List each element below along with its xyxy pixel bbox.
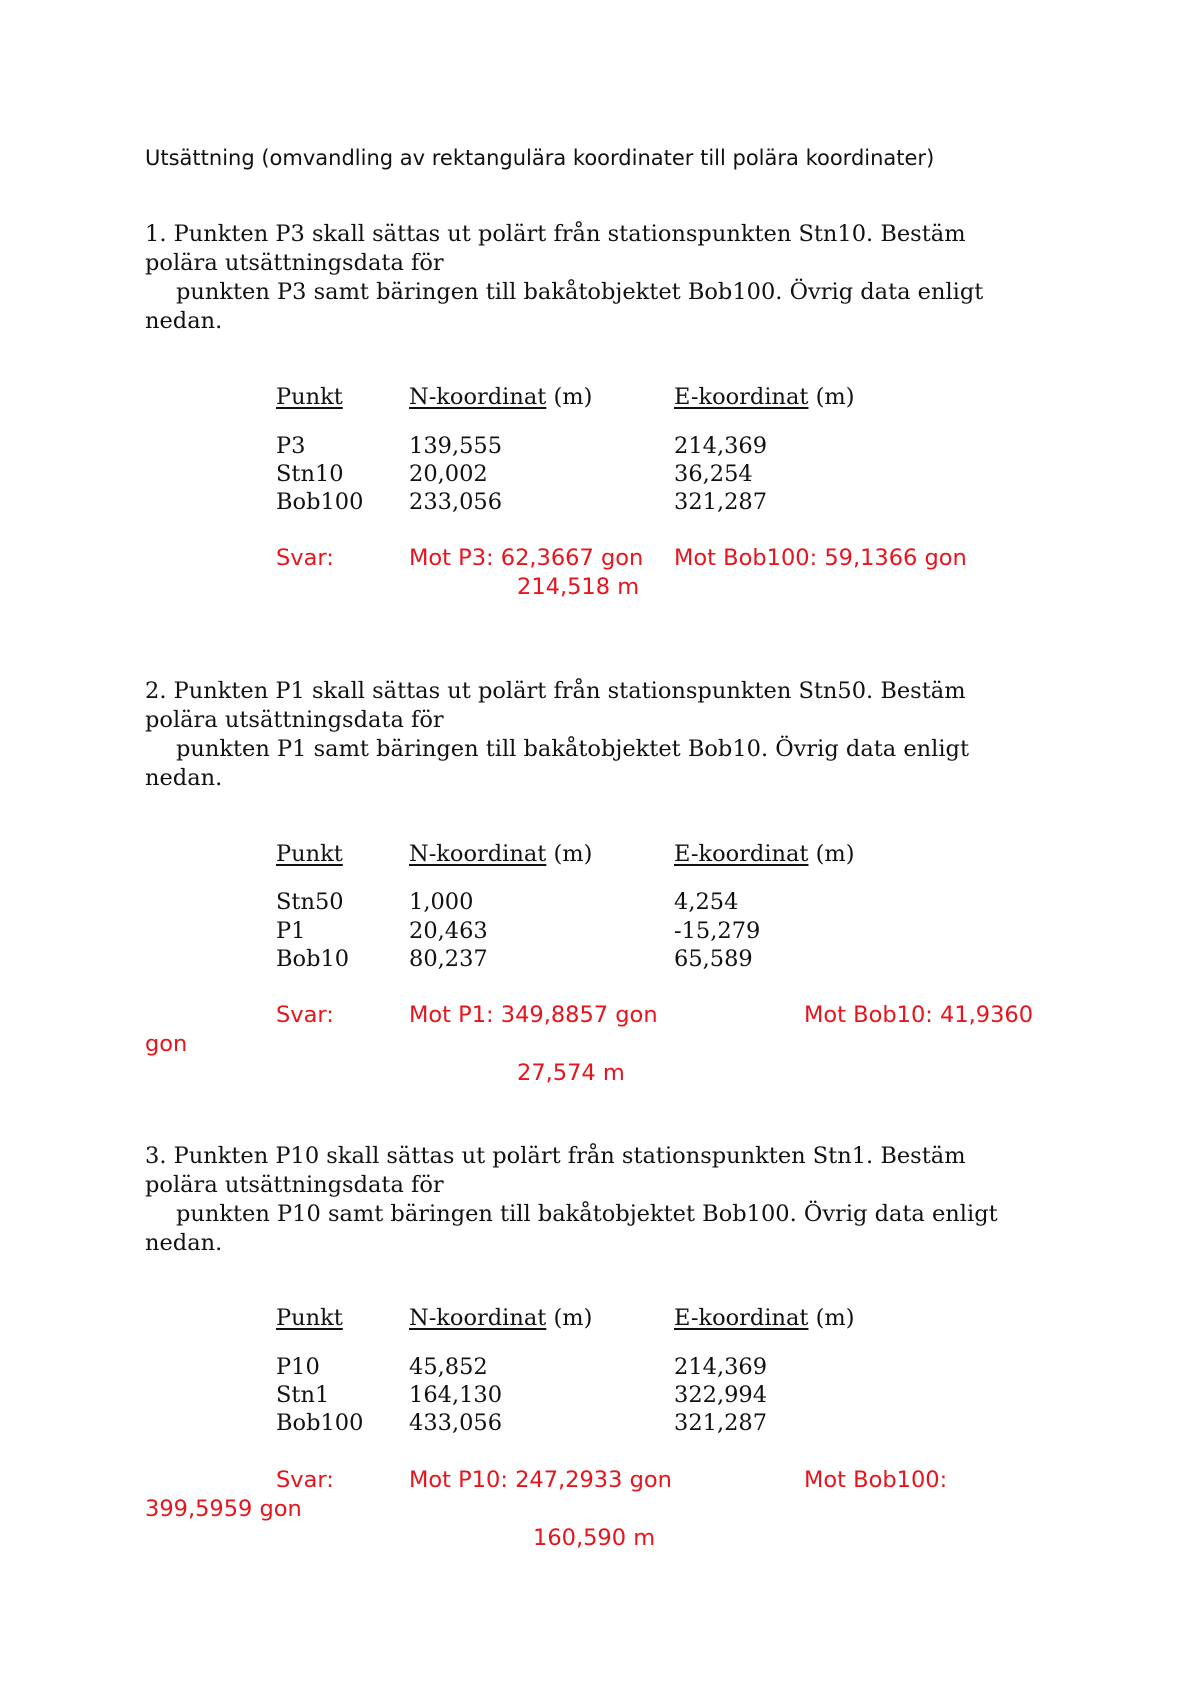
header-unit: (m) (546, 841, 593, 867)
cell-punkt: P1 (276, 918, 306, 944)
header-e-koordinat (674, 1304, 855, 1333)
cell-n: 80,237 (409, 946, 488, 972)
problem-text-line: 3. Punkten P10 skall sättas ut polärt från stationspunkten Stn1. Bestäm (145, 1143, 966, 1169)
cell-e: -15,279 (674, 918, 761, 944)
problem-text-line: polära utsättningsdata för (145, 250, 444, 276)
problem-text-line: 1. Punkten P3 skall sättas ut polärt från stationspunkten Stn10. Bestäm (145, 221, 966, 247)
problem-text-line: polära utsättningsdata för (145, 1172, 444, 1198)
answer-label: Svar: (276, 1002, 334, 1028)
header-e-label: E-koordinat (674, 1305, 809, 1331)
answer-bearing-point: Mot P1: 349,8857 gon (409, 1002, 658, 1028)
cell-e: 36,254 (674, 461, 753, 487)
cell-n: 433,056 (409, 1410, 503, 1436)
header-unit: (m) (808, 384, 855, 410)
answer-distance: 214,518 m (517, 574, 640, 600)
problem-text-line: 2. Punkten P1 skall sättas ut polärt från stationspunkten Stn50. Bestäm (145, 678, 966, 704)
cell-punkt: Stn50 (276, 889, 344, 915)
problem-text-line: punkten P3 samt bäringen till bakåtobjektet Bob100. Övrig data enligt (176, 279, 984, 305)
problem-text-line: punkten P1 samt bäringen till bakåtobjektet Bob10. Övrig data enligt (176, 736, 970, 762)
header-n-koordinat (409, 1304, 592, 1333)
cell-n: 164,130 (409, 1382, 503, 1408)
answer-bearing-backsight-wrap: gon (145, 1031, 188, 1057)
cell-punkt: Stn1 (276, 1382, 330, 1408)
cell-e: 321,287 (674, 489, 768, 515)
header-unit: (m) (546, 384, 593, 410)
header-n-koordinat (409, 840, 592, 869)
cell-punkt: P3 (276, 433, 306, 459)
problem-text-line: nedan. (145, 1230, 223, 1256)
header-n-label: N-koordinat (409, 1305, 547, 1331)
cell-punkt: Bob100 (276, 1410, 364, 1436)
answer-label: Svar: (276, 545, 334, 571)
header-e-koordinat (674, 840, 855, 869)
header-e-koordinat (674, 383, 855, 412)
header-unit: (m) (808, 1305, 855, 1331)
answer-bearing-backsight: Mot Bob10: 41,9360 (804, 1002, 1034, 1028)
cell-e: 214,369 (674, 433, 768, 459)
page-title: Utsättning (omvandling av rektangulära koordinater till polära koordinater) (145, 146, 935, 170)
header-n-label: N-koordinat (409, 384, 547, 410)
cell-punkt: Bob100 (276, 489, 364, 515)
cell-n: 20,463 (409, 918, 488, 944)
cell-n: 20,002 (409, 461, 488, 487)
answer-distance: 27,574 m (517, 1060, 625, 1086)
answer-bearing-point: Mot P3: 62,3667 gon (409, 545, 644, 571)
problem-text-line: polära utsättningsdata för (145, 707, 444, 733)
cell-n: 233,056 (409, 489, 503, 515)
header-unit: (m) (546, 1305, 593, 1331)
answer-bearing-backsight: Mot Bob100: 59,1366 gon (674, 545, 967, 571)
answer-bearing-backsight-wrap: 399,5959 gon (145, 1496, 302, 1522)
cell-e: 321,287 (674, 1410, 768, 1436)
header-punkt: Punkt (276, 1305, 343, 1331)
cell-e: 4,254 (674, 889, 739, 915)
cell-e: 322,994 (674, 1382, 768, 1408)
header-punkt: Punkt (276, 841, 343, 867)
header-n-koordinat (409, 383, 592, 412)
cell-punkt: P10 (276, 1354, 320, 1380)
problem-text-line: nedan. (145, 765, 223, 791)
cell-n: 139,555 (409, 433, 503, 459)
cell-n: 1,000 (409, 889, 474, 915)
problem-text-line: nedan. (145, 308, 223, 334)
header-e-label: E-koordinat (674, 841, 809, 867)
cell-punkt: Stn10 (276, 461, 344, 487)
cell-e: 65,589 (674, 946, 753, 972)
answer-bearing-backsight: Mot Bob100: (804, 1467, 948, 1493)
answer-bearing-point: Mot P10: 247,2933 gon (409, 1467, 672, 1493)
cell-n: 45,852 (409, 1354, 488, 1380)
problem-text-line: punkten P10 samt bäringen till bakåtobjektet Bob100. Övrig data enligt (176, 1201, 998, 1227)
header-e-label: E-koordinat (674, 384, 809, 410)
cell-punkt: Bob10 (276, 946, 350, 972)
header-punkt: Punkt (276, 384, 343, 410)
answer-label: Svar: (276, 1467, 334, 1493)
answer-distance: 160,590 m (533, 1525, 656, 1551)
cell-e: 214,369 (674, 1354, 768, 1380)
header-unit: (m) (808, 841, 855, 867)
header-n-label: N-koordinat (409, 841, 547, 867)
